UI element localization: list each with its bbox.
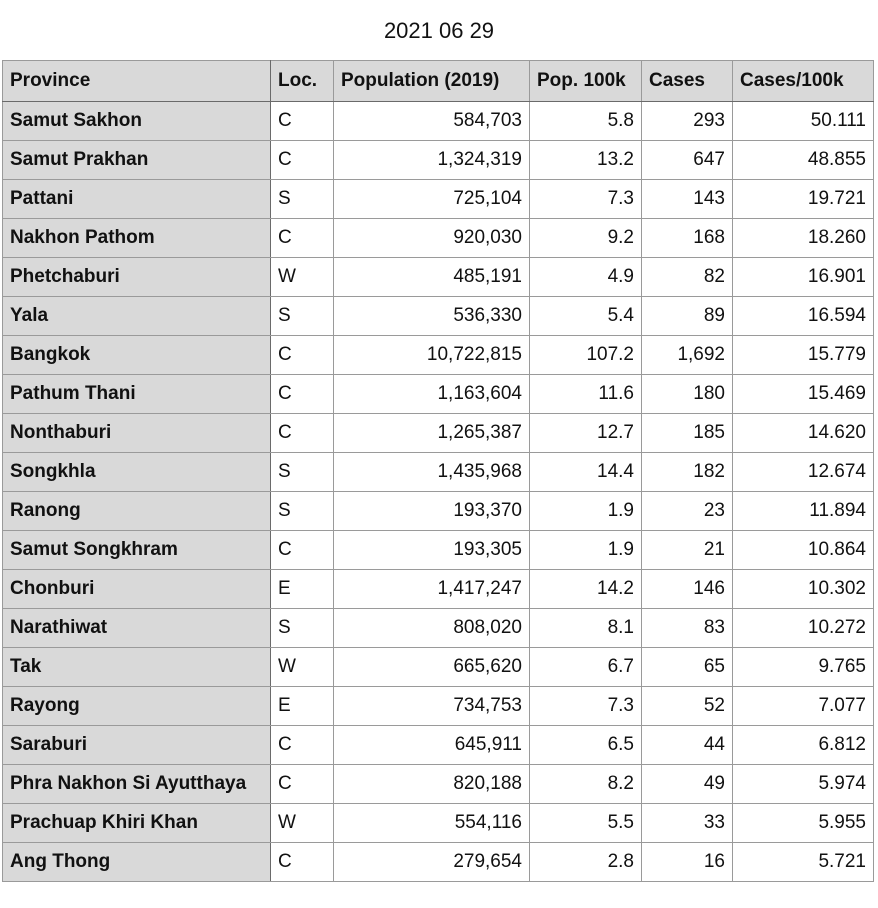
cases-cell: 89	[642, 297, 733, 336]
pop-100k-cell: 5.5	[530, 804, 642, 843]
population-cell: 279,654	[334, 843, 530, 882]
pop-100k-cell: 11.6	[530, 375, 642, 414]
loc-cell: C	[271, 414, 334, 453]
cases-per-100k-cell: 10.272	[733, 609, 874, 648]
cases-cell: 182	[642, 453, 733, 492]
cases-cell: 44	[642, 726, 733, 765]
cases-cell: 23	[642, 492, 733, 531]
province-cell: Yala	[3, 297, 271, 336]
cases-per-100k-cell: 16.901	[733, 258, 874, 297]
population-cell: 808,020	[334, 609, 530, 648]
loc-cell: C	[271, 336, 334, 375]
table-row	[3, 141, 874, 180]
cases-cell: 143	[642, 180, 733, 219]
table-row	[3, 258, 874, 297]
cases-cell: 1,692	[642, 336, 733, 375]
pop-100k-cell: 6.7	[530, 648, 642, 687]
cases-per-100k-cell: 5.974	[733, 765, 874, 804]
cases-per-100k-cell: 18.260	[733, 219, 874, 258]
population-cell: 10,722,815	[334, 336, 530, 375]
province-cell: Samut Songkhram	[3, 531, 271, 570]
loc-cell: S	[271, 453, 334, 492]
province-cell: Samut Prakhan	[3, 141, 271, 180]
population-cell: 1,324,319	[334, 141, 530, 180]
column-header-cases-per-100k: Cases/100k	[733, 61, 874, 102]
pop-100k-cell: 14.4	[530, 453, 642, 492]
loc-cell: S	[271, 180, 334, 219]
province-cell: Tak	[3, 648, 271, 687]
loc-cell: W	[271, 804, 334, 843]
cases-per-100k-cell: 15.469	[733, 375, 874, 414]
table-row	[3, 453, 874, 492]
table-row	[3, 726, 874, 765]
table-row	[3, 765, 874, 804]
cases-per-100k-cell: 11.894	[733, 492, 874, 531]
pop-100k-cell: 7.3	[530, 180, 642, 219]
cases-per-100k-cell: 50.111	[733, 102, 874, 141]
population-cell: 734,753	[334, 687, 530, 726]
table-row	[3, 648, 874, 687]
province-cell: Rayong	[3, 687, 271, 726]
cases-cell: 185	[642, 414, 733, 453]
cases-cell: 647	[642, 141, 733, 180]
loc-cell: C	[271, 141, 334, 180]
province-cell: Narathiwat	[3, 609, 271, 648]
loc-cell: C	[271, 726, 334, 765]
header-row	[3, 61, 874, 102]
cases-per-100k-cell: 48.855	[733, 141, 874, 180]
cases-per-100k-cell: 16.594	[733, 297, 874, 336]
column-header-province: Province	[3, 61, 271, 102]
pop-100k-cell: 2.8	[530, 843, 642, 882]
loc-cell: S	[271, 492, 334, 531]
pop-100k-cell: 7.3	[530, 687, 642, 726]
cases-per-100k-cell: 19.721	[733, 180, 874, 219]
loc-cell: W	[271, 258, 334, 297]
pop-100k-cell: 14.2	[530, 570, 642, 609]
table-row	[3, 570, 874, 609]
loc-cell: E	[271, 687, 334, 726]
loc-cell: C	[271, 531, 334, 570]
cases-cell: 180	[642, 375, 733, 414]
province-cell: Samut Sakhon	[3, 102, 271, 141]
cases-cell: 168	[642, 219, 733, 258]
province-cell: Chonburi	[3, 570, 271, 609]
population-cell: 193,370	[334, 492, 530, 531]
population-cell: 820,188	[334, 765, 530, 804]
cases-per-100k-cell: 7.077	[733, 687, 874, 726]
table-row	[3, 375, 874, 414]
population-cell: 584,703	[334, 102, 530, 141]
loc-cell: C	[271, 765, 334, 804]
loc-cell: S	[271, 609, 334, 648]
cases-per-100k-cell: 12.674	[733, 453, 874, 492]
table-row	[3, 531, 874, 570]
column-header-pop-100k: Pop. 100k	[530, 61, 642, 102]
loc-cell: E	[271, 570, 334, 609]
population-cell: 665,620	[334, 648, 530, 687]
table-row	[3, 492, 874, 531]
table-row	[3, 843, 874, 882]
table-row	[3, 414, 874, 453]
cases-per-100k-cell: 9.765	[733, 648, 874, 687]
province-cell: Nonthaburi	[3, 414, 271, 453]
province-cell: Nakhon Pathom	[3, 219, 271, 258]
loc-cell: C	[271, 102, 334, 141]
cases-per-100k-cell: 10.302	[733, 570, 874, 609]
population-cell: 725,104	[334, 180, 530, 219]
cases-per-100k-cell: 5.721	[733, 843, 874, 882]
pop-100k-cell: 1.9	[530, 492, 642, 531]
cases-per-100k-cell: 6.812	[733, 726, 874, 765]
pop-100k-cell: 8.2	[530, 765, 642, 804]
province-cell: Bangkok	[3, 336, 271, 375]
loc-cell: C	[271, 843, 334, 882]
table-body	[3, 102, 874, 882]
cases-per-100k-cell: 10.864	[733, 531, 874, 570]
pop-100k-cell: 1.9	[530, 531, 642, 570]
cases-per-100k-cell: 15.779	[733, 336, 874, 375]
pop-100k-cell: 6.5	[530, 726, 642, 765]
province-cell: Pathum Thani	[3, 375, 271, 414]
table-row	[3, 102, 874, 141]
table-row	[3, 687, 874, 726]
population-cell: 1,435,968	[334, 453, 530, 492]
pop-100k-cell: 8.1	[530, 609, 642, 648]
province-cell: Prachuap Khiri Khan	[3, 804, 271, 843]
loc-cell: C	[271, 219, 334, 258]
cases-cell: 146	[642, 570, 733, 609]
cases-per-100k-cell: 5.955	[733, 804, 874, 843]
cases-cell: 21	[642, 531, 733, 570]
cases-cell: 16	[642, 843, 733, 882]
table-row	[3, 609, 874, 648]
pop-100k-cell: 107.2	[530, 336, 642, 375]
loc-cell: C	[271, 375, 334, 414]
province-cell: Phra Nakhon Si Ayutthaya	[3, 765, 271, 804]
table-row	[3, 219, 874, 258]
table-title: 2021 06 29	[383, 18, 495, 43]
pop-100k-cell: 5.8	[530, 102, 642, 141]
loc-cell: S	[271, 297, 334, 336]
cases-cell: 293	[642, 102, 733, 141]
population-cell: 536,330	[334, 297, 530, 336]
column-header-cases: Cases	[642, 61, 733, 102]
pop-100k-cell: 5.4	[530, 297, 642, 336]
table-row	[3, 804, 874, 843]
table-row	[3, 180, 874, 219]
cases-cell: 49	[642, 765, 733, 804]
cases-cell: 52	[642, 687, 733, 726]
loc-cell: W	[271, 648, 334, 687]
table-row	[3, 297, 874, 336]
cases-per-100k-cell: 14.620	[733, 414, 874, 453]
province-cell: Ranong	[3, 492, 271, 531]
cases-cell: 33	[642, 804, 733, 843]
pop-100k-cell: 12.7	[530, 414, 642, 453]
cases-cell: 82	[642, 258, 733, 297]
population-cell: 1,163,604	[334, 375, 530, 414]
province-cases-table	[2, 60, 874, 882]
province-cell: Pattani	[3, 180, 271, 219]
pop-100k-cell: 4.9	[530, 258, 642, 297]
population-cell: 193,305	[334, 531, 530, 570]
column-header-loc: Loc.	[271, 61, 334, 102]
table-row	[3, 336, 874, 375]
population-cell: 554,116	[334, 804, 530, 843]
population-cell: 1,417,247	[334, 570, 530, 609]
pop-100k-cell: 9.2	[530, 219, 642, 258]
population-cell: 485,191	[334, 258, 530, 297]
province-cell: Phetchaburi	[3, 258, 271, 297]
population-cell: 920,030	[334, 219, 530, 258]
cases-cell: 65	[642, 648, 733, 687]
population-cell: 1,265,387	[334, 414, 530, 453]
province-cell: Saraburi	[3, 726, 271, 765]
column-header-population: Population (2019)	[334, 61, 530, 102]
cases-cell: 83	[642, 609, 733, 648]
pop-100k-cell: 13.2	[530, 141, 642, 180]
province-cell: Ang Thong	[3, 843, 271, 882]
province-cell: Songkhla	[3, 453, 271, 492]
population-cell: 645,911	[334, 726, 530, 765]
